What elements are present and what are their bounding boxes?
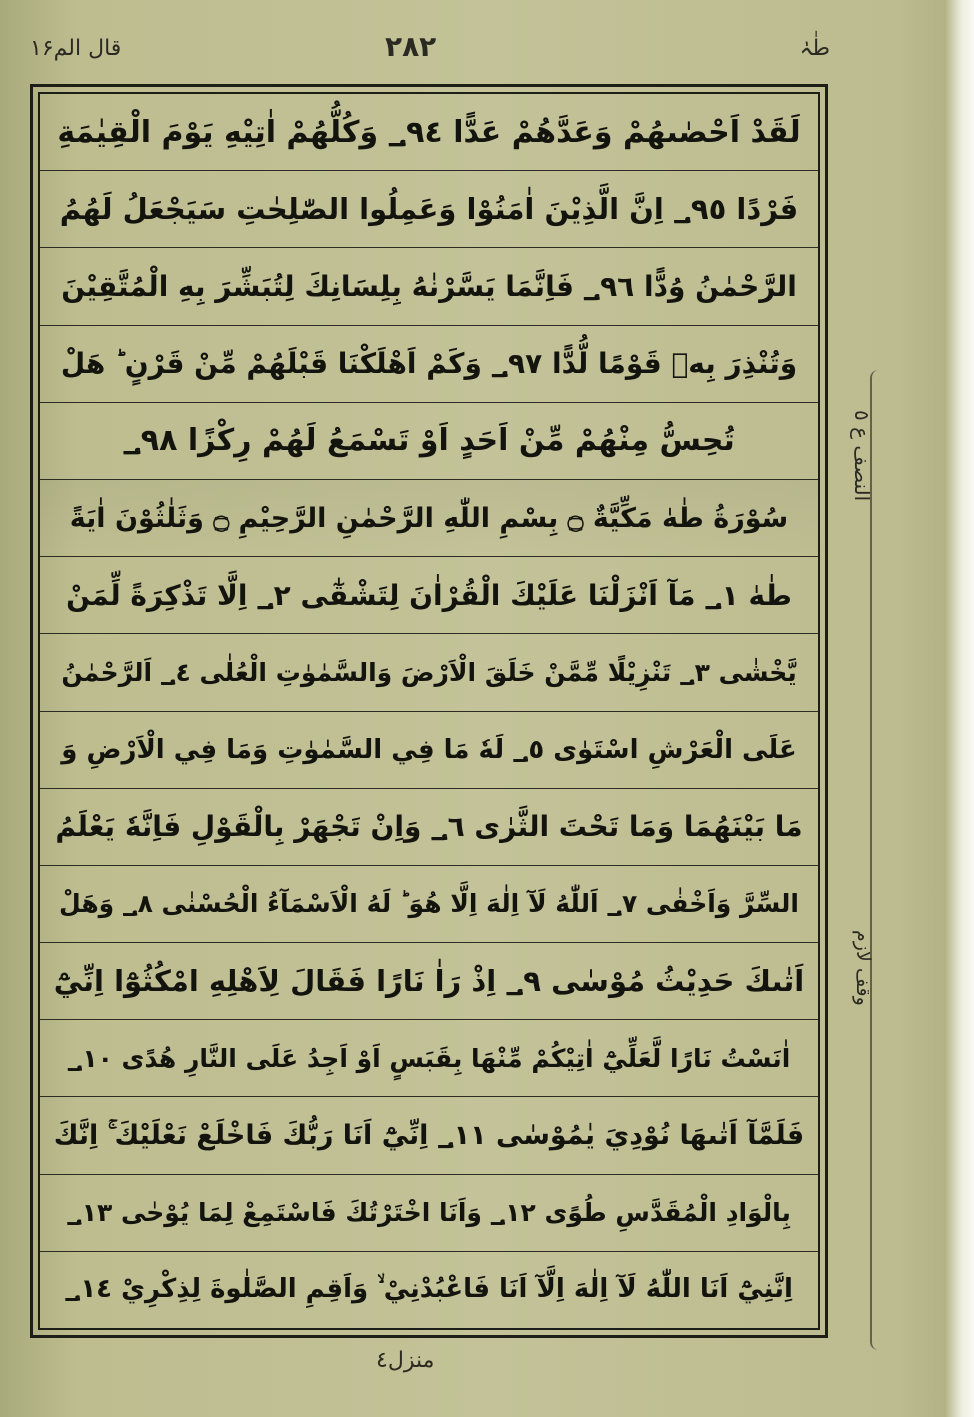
text-line-3: الرَّحْمٰنُ وُدًّا ؀٩٦ فَاِنَّمَا يَسَّرْنٰهُ بِلِسَانِكَ لِتُبَشِّرَ بِهِ الْمُتَّقِيْنَ [40,248,818,325]
surah-name: طٰہٰ [799,36,830,61]
text-line-7: طٰهٰ ؀١ مَآ اَنْزَلْنَا عَلَيْكَ الْقُرْاٰنَ لِتَشْقٰٓى ؀٢ اِلَّا تَذْكِرَةً لِّمَنْ [40,557,818,634]
juz-name: قال الم۱۶ [30,36,122,61]
text-line-2: فَرْدًا ؀٩٥ اِنَّ الَّذِيْنَ اٰمَنُوْا وَعَمِلُوا الصّٰلِحٰتِ سَيَجْعَلُ لَهُمُ [40,171,818,248]
text-line-8: يَّخْشٰى ؀٣ تَنْزِيْلًا مِّمَّنْ خَلَقَ الْاَرْضَ وَالسَّمٰوٰتِ الْعُلٰى ؀٤ اَلرَّحْمٰنُ [40,634,818,711]
waqf-marker: وقف لازم [852,930,874,1006]
text-line-10: مَا بَيْنَهُمَا وَمَا تَحْتَ الثَّرٰى ؀٦ وَاِنْ تَجْهَرْ بِالْقَوْلِ فَاِنَّهٗ يَعْلَمُ [40,789,818,866]
ruku-marker: النصف ع ٥ [850,410,874,502]
text-line-5: تُحِسُّ مِنْهُمْ مِّنْ اَحَدٍ اَوْ تَسْمَعُ لَهُمْ رِكْزًا ؀٩٨ [40,403,818,480]
text-line-16: اِنَّنِيْٓ اَنَا اللّٰهُ لَآ اِلٰهَ اِلَّآ اَنَا فَاعْبُدْنِيْ ۙ وَاَقِمِ الصَّلٰوةَ لِذِكْرِيْ ؀١٤ [65,1274,793,1305]
page-number: ۲۸۲ [385,30,437,63]
text-line-4: وَتُنْذِرَ بِهٖ قَوْمًا لُّدًّا ؀٩٧ وَكَمْ اَهْلَكْنَا قَبْلَهُمْ مِّنْ قَرْنٍ ؕ هَلْ [40,326,818,403]
text-line-13: اٰنَسْتُ نَارًا لَّعَلِّيْٓ اٰتِيْكُمْ مِّنْهَا بِقَبَسٍ اَوْ اَجِدُ عَلَى النَّارِ هُدًى ؀١٠ [40,1020,818,1097]
text-line-12: اَتٰىكَ حَدِيْثُ مُوْسٰى ؀٩ اِذْ رَاٰ نَارًا فَقَالَ لِاَهْلِهِ امْكُثُوْٓا اِنِّيْٓ [40,943,818,1020]
surah-heading-bismillah: سُوْرَةُ طٰهٰ مَكِّيَّةٌ ۝ بِسْمِ اللّٰهِ الرَّحْمٰنِ الرَّحِيْمِ ۝ وَثَلٰثُوْنَ اٰيَةً [40,480,818,557]
page-binding-edge [946,0,974,1417]
text-frame [30,84,828,1338]
text-lines [38,92,820,1330]
text-line-1: لَقَدْ اَحْصٰىهُمْ وَعَدَّهُمْ عَدًّا ؀٩٤ وَكُلُّهُمْ اٰتِيْهِ يَوْمَ الْقِيٰمَةِ [40,94,818,171]
margin-bracket [870,370,882,1350]
text-line-15: بِالْوَادِ الْمُقَدَّسِ طُوًى ؀١٢ وَاَنَا اخْتَرْتُكَ فَاسْتَمِعْ لِمَا يُوْحٰى ؀١٣ [40,1175,818,1252]
manzil-label: منزل٤ [376,1348,435,1373]
text-line-11: السِّرَّ وَاَخْفٰى ؀٧ اَللّٰهُ لَآ اِلٰهَ اِلَّا هُوَ ؕ لَهُ الْاَسْمَآءُ الْحُسْنٰى ؀٨ وَهَلْ [40,866,818,943]
text-line-14: فَلَمَّآ اَتٰىهَا نُوْدِيَ يٰمُوْسٰى ؀١١ اِنِّيْٓ اَنَا رَبُّكَ فَاخْلَعْ نَعْلَيْكَ ۚ اِنَّكَ [40,1097,818,1174]
text-line-9: عَلَى الْعَرْشِ اسْتَوٰى ؀٥ لَهٗ مَا فِي السَّمٰوٰتِ وَمَا فِي الْاَرْضِ وَ [40,712,818,789]
page-header [30,26,830,76]
